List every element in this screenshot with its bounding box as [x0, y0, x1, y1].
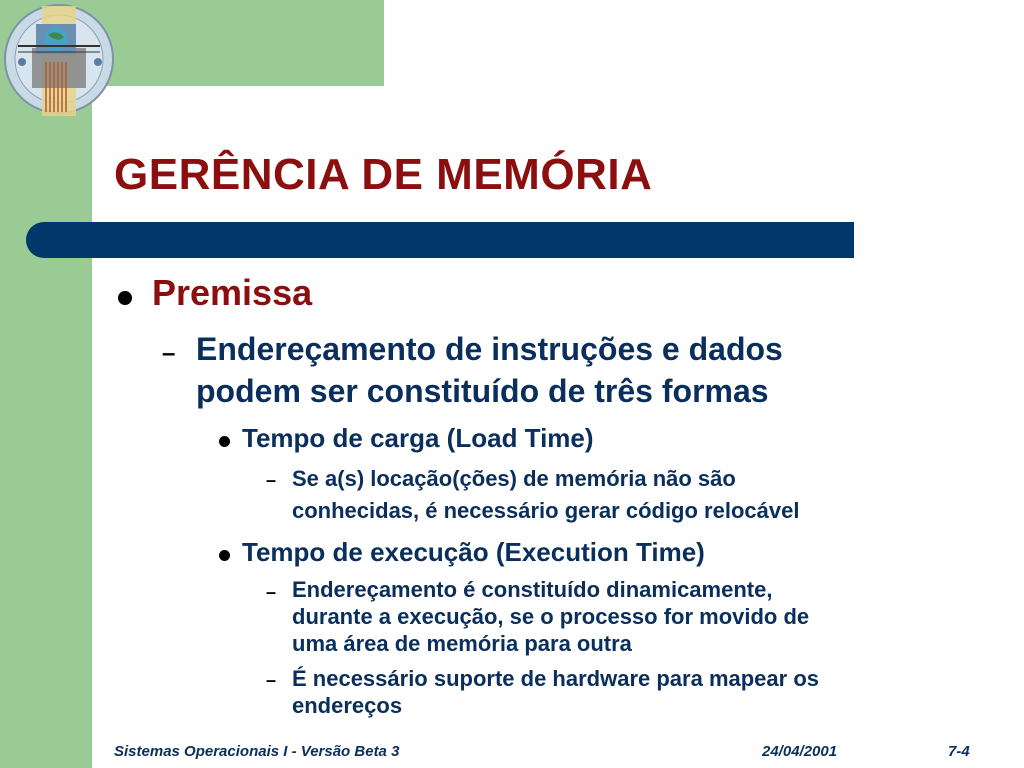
sub-bullet-line-2: podem ser constituído de três formas: [196, 373, 769, 409]
bullet-dot-icon: [219, 550, 230, 561]
execution-detail-1-line-3: uma área de memória para outra: [292, 631, 632, 656]
slide-title: GERÊNCIA DE MEMÓRIA: [114, 150, 653, 199]
execution-detail-1-line-1: Endereçamento é constituído dinamicamente,: [292, 577, 773, 602]
dash-icon: –: [266, 670, 277, 690]
bullet-dot-icon: [118, 291, 132, 305]
load-time-detail-line-2: conhecidas, é necessário gerar código relocável: [292, 498, 800, 523]
footer-page-number: 7-4: [948, 743, 970, 760]
bullet-dot-icon: [219, 436, 230, 447]
execution-detail-2-line-1: É necessário suporte de hardware para mapear os: [292, 666, 820, 691]
execution-detail-2-line-2: endereços: [292, 693, 403, 718]
sub-bullet-line-1: Endereçamento de instruções e dados: [196, 331, 783, 367]
execution-detail-1-line-2: durante a execução, se o processo for movido de: [292, 604, 810, 629]
load-time-detail-line-1: Se a(s) locação(ções) de memória não são: [292, 466, 736, 491]
dash-icon: –: [266, 470, 277, 490]
footer-course: Sistemas Operacionais I - Versão Beta 3: [114, 743, 400, 760]
item-load-time: Tempo de carga (Load Time): [242, 423, 594, 453]
item-execution-time: Tempo de execução (Execution Time): [242, 537, 705, 567]
title-underline-bar: [26, 222, 854, 258]
circuit-globe-logo-icon: [2, 2, 116, 120]
footer-date: 24/04/2001: [762, 743, 838, 760]
dash-icon: –: [266, 582, 277, 602]
dash-icon: –: [162, 340, 176, 367]
bullet-premissa: Premissa: [152, 272, 313, 313]
